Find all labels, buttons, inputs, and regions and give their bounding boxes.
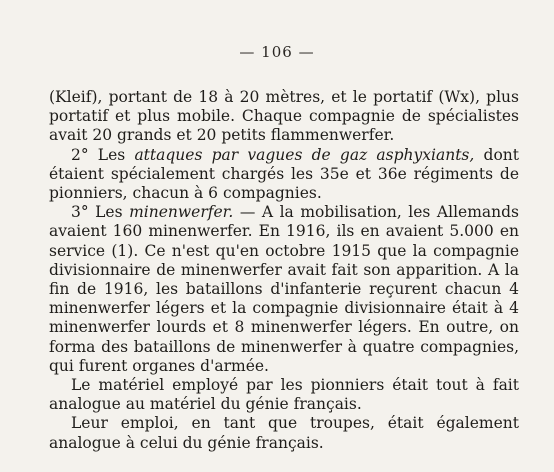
paragraph-minenwerfer-body: — A la mobilisation, les Allemands avaient 160 minenwerfer. En 1916, ils en avaient 5.000 en service (1). Ce n'est qu'en octobre 1915 que la compagnie divisionnaire de minenwerfer avait fait son apparition. A la fin de 1916, les bataillons d'infanterie reçurent chacun 4 minenwerfer légers et la compagnie divisionnaire était à 4 minenwerfer lourds et 8 minenwerfer légers. En outre, on forma des bataillons de minenwerfer à quatre compagnies, qui furent organes d'armée. [49,203,519,375]
paragraph-gas-attacks-heading: attaques par vagues de gaz asphyxiants, [134,145,475,164]
paragraph-minenwerfer [49,203,519,376]
paragraph-minenwerfer-heading: minenwerfer. [129,203,234,222]
paragraph-gas-attacks-body: dont étaient spécialement chargés les 35e et 36e régiments de pionniers, chacun à 6 compagnies. [49,145,519,203]
paragraph-minenwerfer-prefix: 3° Les [71,203,130,222]
paragraph-gas-attacks [49,146,519,204]
page-number: — 106 — [239,43,315,61]
body-text [49,88,519,453]
paragraph-emploi: Leur emploi, en tant que troupes, était également analogue à celui du génie français. [49,414,519,452]
paragraph-gas-attacks-prefix: 2° Les [71,145,135,164]
paragraph-materiel: Le matériel employé par les pionniers était tout à fait analogue au matériel du génie français. [49,376,519,414]
paragraph-flammenwerfer-end: (Kleif), portant de 18 à 20 mètres, et le portatif (Wx), plus portatif et plus mobile. Chaque compagnie de spécialistes avait 20 grands et 20 petits flammenwerfer. [49,88,519,145]
